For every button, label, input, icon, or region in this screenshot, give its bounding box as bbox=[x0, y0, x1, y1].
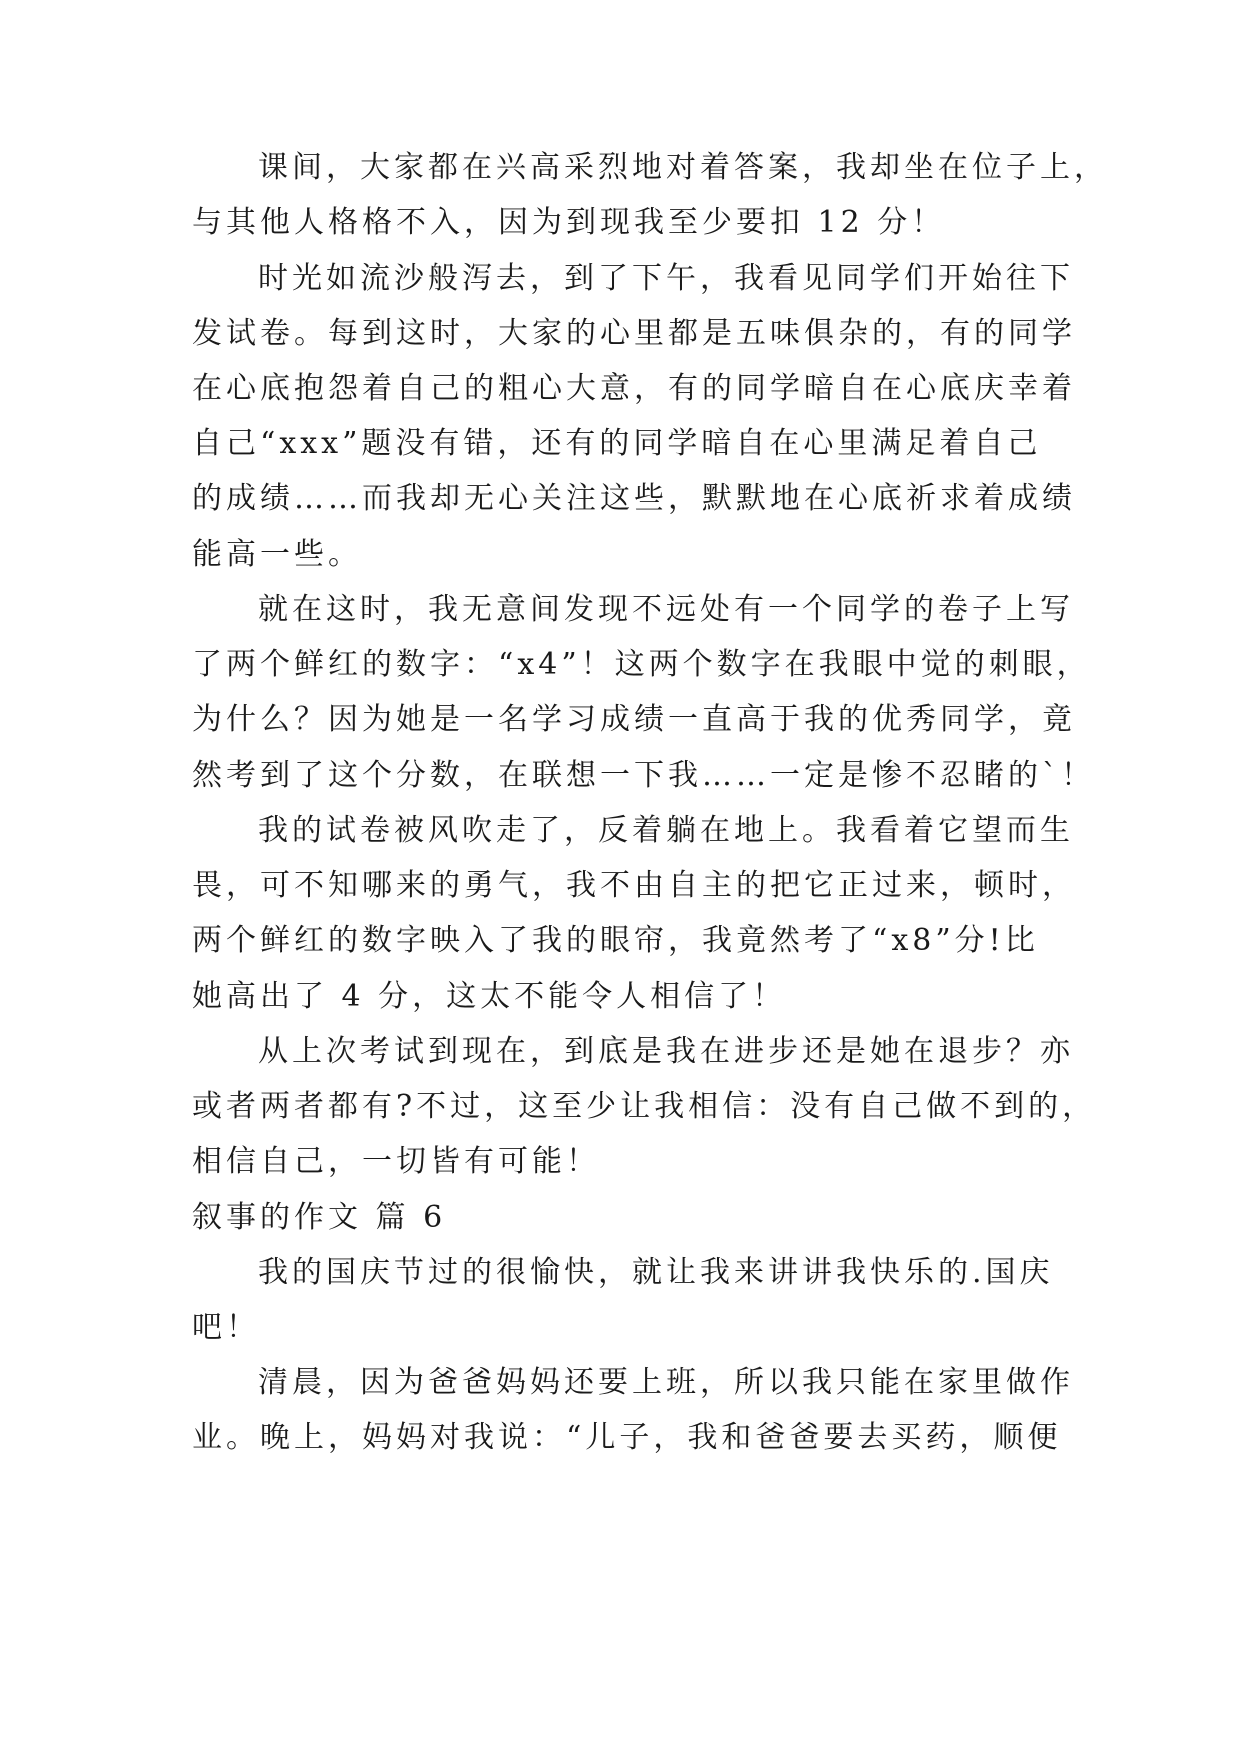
paragraph-line: 在心底抱怨着自己的粗心大意，有的同学暗自在心底庆幸着 bbox=[192, 371, 1076, 406]
paragraph-line: 自己“xxx”题没有错，还有的同学暗自在心里满足着自己 bbox=[192, 426, 1042, 461]
paragraph-line: 时光如流沙般泻去，到了下午，我看见同学们开始往下 bbox=[258, 261, 1074, 296]
paragraph-line: 吧！ bbox=[192, 1310, 260, 1345]
paragraph-line: 两个鲜红的数字映入了我的眼帘，我竟然考了“x8”分!比 bbox=[192, 923, 1039, 958]
paragraph-line: 就在这时，我无意间发现不远处有一个同学的卷子上写 bbox=[258, 592, 1074, 627]
paragraph-line: 然考到了这个分数，在联想一下我……一定是惨不忍睹的`！ bbox=[192, 758, 1095, 793]
paragraph-line: 能高一些。 bbox=[192, 537, 362, 572]
paragraph-line: 的成绩……而我却无心关注这些，默默地在心底祈求着成绩 bbox=[192, 481, 1076, 516]
paragraph-line: 发试卷。每到这时，大家的心里都是五味俱杂的，有的同学 bbox=[192, 316, 1076, 351]
paragraph-line: 为什么？因为她是一名学习成绩一直高于我的优秀同学，竟 bbox=[192, 702, 1076, 737]
paragraph-line: 畏，可不知哪来的勇气，我不由自主的把它正过来，顿时， bbox=[192, 868, 1076, 903]
paragraph-line: 或者两者都有?不过，这至少让我相信：没有自己做不到的， bbox=[192, 1089, 1097, 1124]
paragraph-line: 业。晚上，妈妈对我说：“儿子，我和爸爸要去买药，顺便 bbox=[192, 1420, 1062, 1455]
paragraph-line: 相信自己，一切皆有可能！ bbox=[192, 1144, 600, 1179]
section-heading: 叙事的作文 篇 6 bbox=[192, 1200, 447, 1235]
paragraph-line: 与其他人格格不入，因为到现我至少要扣 12 分！ bbox=[192, 205, 946, 240]
paragraph-line: 她高出了 4 分，这太不能令人相信了！ bbox=[192, 979, 787, 1014]
paragraph-line: 从上次考试到现在，到底是我在进步还是她在退步？亦 bbox=[258, 1034, 1074, 1069]
paragraph-line: 了两个鲜红的数字：“x4”！这两个数字在我眼中觉的刺眼， bbox=[192, 647, 1091, 682]
paragraph-line: 清晨，因为爸爸妈妈还要上班，所以我只能在家里做作 bbox=[258, 1365, 1074, 1400]
paragraph-line: 课间，大家都在兴高采烈地对着答案，我却坐在位子上， bbox=[258, 150, 1108, 185]
paragraph-line: 我的试卷被风吹走了，反着躺在地上。我看着它望而生 bbox=[258, 813, 1074, 848]
paragraph-line: 我的国庆节过的很愉快，就让我来讲讲我快乐的.国庆 bbox=[258, 1255, 1054, 1290]
